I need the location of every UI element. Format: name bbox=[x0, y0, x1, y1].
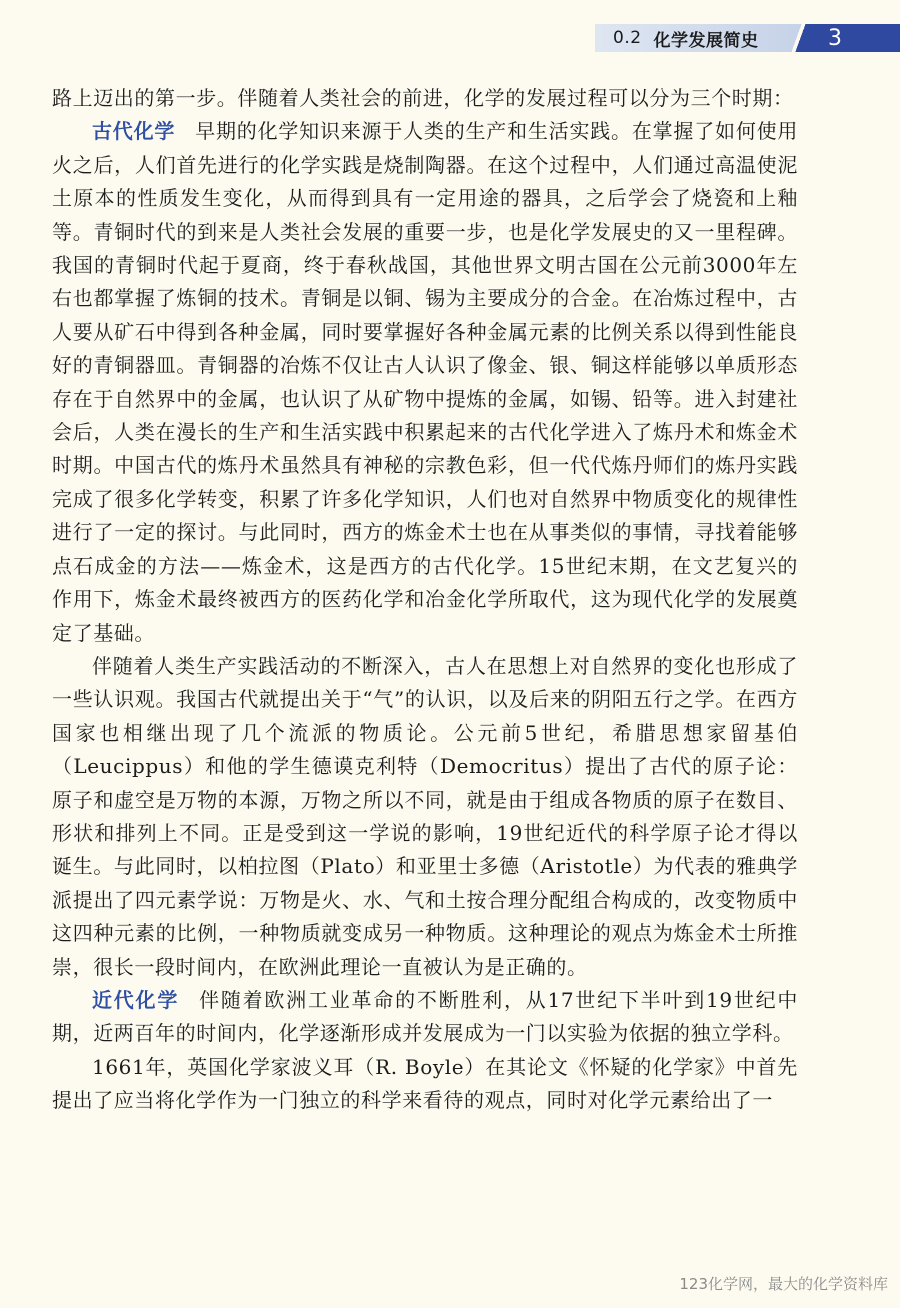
section-keyword-modern: 近代化学 bbox=[92, 987, 180, 1012]
paragraph-boyle bbox=[52, 1051, 798, 1118]
page-number: 3 bbox=[814, 24, 900, 52]
paragraph-intro bbox=[52, 82, 798, 115]
paragraph-philosophy bbox=[52, 650, 798, 984]
section-keyword-ancient: 古代化学 bbox=[92, 119, 176, 144]
section-label bbox=[595, 24, 792, 52]
page-body bbox=[52, 82, 798, 1118]
paragraph-text: 早期的化学知识来源于人类的生产和生活实践。在掌握了如何使用火之后，人们首先进行的化学实践是烧制陶器。在这个过程中，人们通过高温使泥土原本的性质发生变化，从而得到具有一定用途的器具，之后学会了烧瓷和上釉等。青铜时代的到来是人类社会发展的重要一步，也是化学发展史的又一里程碑。我国的青铜时代起于夏商，终于春秋战国，其他世界文明古国在公元前3000年左右也都掌握了炼铜的技术。青铜是以铜、锡为主要成分的合金。在冶炼过程中，古人要从矿石中得到各种金属，同时要掌握好各种金属元素的比例关系以得到性能良好的青铜器皿。青铜器的冶炼不仅让古人认识了像金、银、铜这样能够以单质形态存在于自然界中的金属，也认识了从矿物中提炼的金属，如锡、铅等。进入封建社会后，人类在漫长的生产和生活实践中积累起来的古代化学进入了炼丹术和炼金术时期。中国古代的炼丹术虽然具有神秘的宗教色彩，但一代代炼丹师们的炼丹实践完成了很多化学转变，积累了许多化学知识，人们也对自然界中物质变化的规律性进行了一定的探讨。与此同时，西方的炼金术士也在从事类似的事情，寻找着能够点石成金的方法——炼金术，这是西方的古代化学。15世纪末期，在文艺复兴的作用下，炼金术最终被西方的医药化学和冶金化学所取代，这为现代化学的发展奠定了基础。 bbox=[52, 119, 799, 645]
paragraph-text: 伴随着人类生产实践活动的不断深入，古人在思想上对自然界的变化也形成了一些认识观。我国古代就提出关于“气”的认识，以及后来的阴阳五行之学。在西方国家也相继出现了几个流派的物质论。公元前5世纪，希腊思想家留基伯（Leucippus）和他的学生德谟克利特（Democritus）提出了古代的原子论：原子和虚空是万物的本源，万物之所以不同，就是由于组成各物质的原子在数目、形状和排列上不同。正是受到这一学说的影响，19世纪近代的科学原子论才得以诞生。与此同时，以柏拉图（Plato）和亚里士多德（Aristotle）为代表的雅典学派提出了四元素学说：万物是火、水、气和土按合理分配组合构成的，改变物质中这四种元素的比例，一种物质就变成另一种物质。这种理论的观点为炼金术士所推崇，很长一段时间内，在欧洲此理论一直被认为是正确的。 bbox=[52, 653, 798, 979]
paragraph-ancient-chemistry bbox=[52, 115, 798, 650]
paragraph-modern-chemistry bbox=[52, 984, 798, 1051]
paragraph-text: 路上迈出的第一步。伴随着人类社会的前进，化学的发展过程可以分为三个时期： bbox=[52, 86, 794, 110]
watermark-footer: 123化学网，最大的化学资料库 bbox=[679, 1275, 888, 1293]
header-divider bbox=[792, 24, 814, 52]
section-title: 化学发展简史 bbox=[653, 30, 759, 51]
section-number: 0.2 bbox=[613, 28, 642, 48]
paragraph-text: 1661年，英国化学家波义耳（R. Boyle）在其论文《怀疑的化学家》中首先提出了应当将化学作为一门独立的科学来看待的观点，同时对化学元素给出了一 bbox=[52, 1054, 798, 1113]
running-header bbox=[595, 24, 900, 52]
paragraph-text: 伴随着欧洲工业革命的不断胜利，从17世纪下半叶到19世纪中期，近两百年的时间内，化学逐渐形成并发展成为一门以实验为依据的独立学科。 bbox=[52, 987, 798, 1046]
